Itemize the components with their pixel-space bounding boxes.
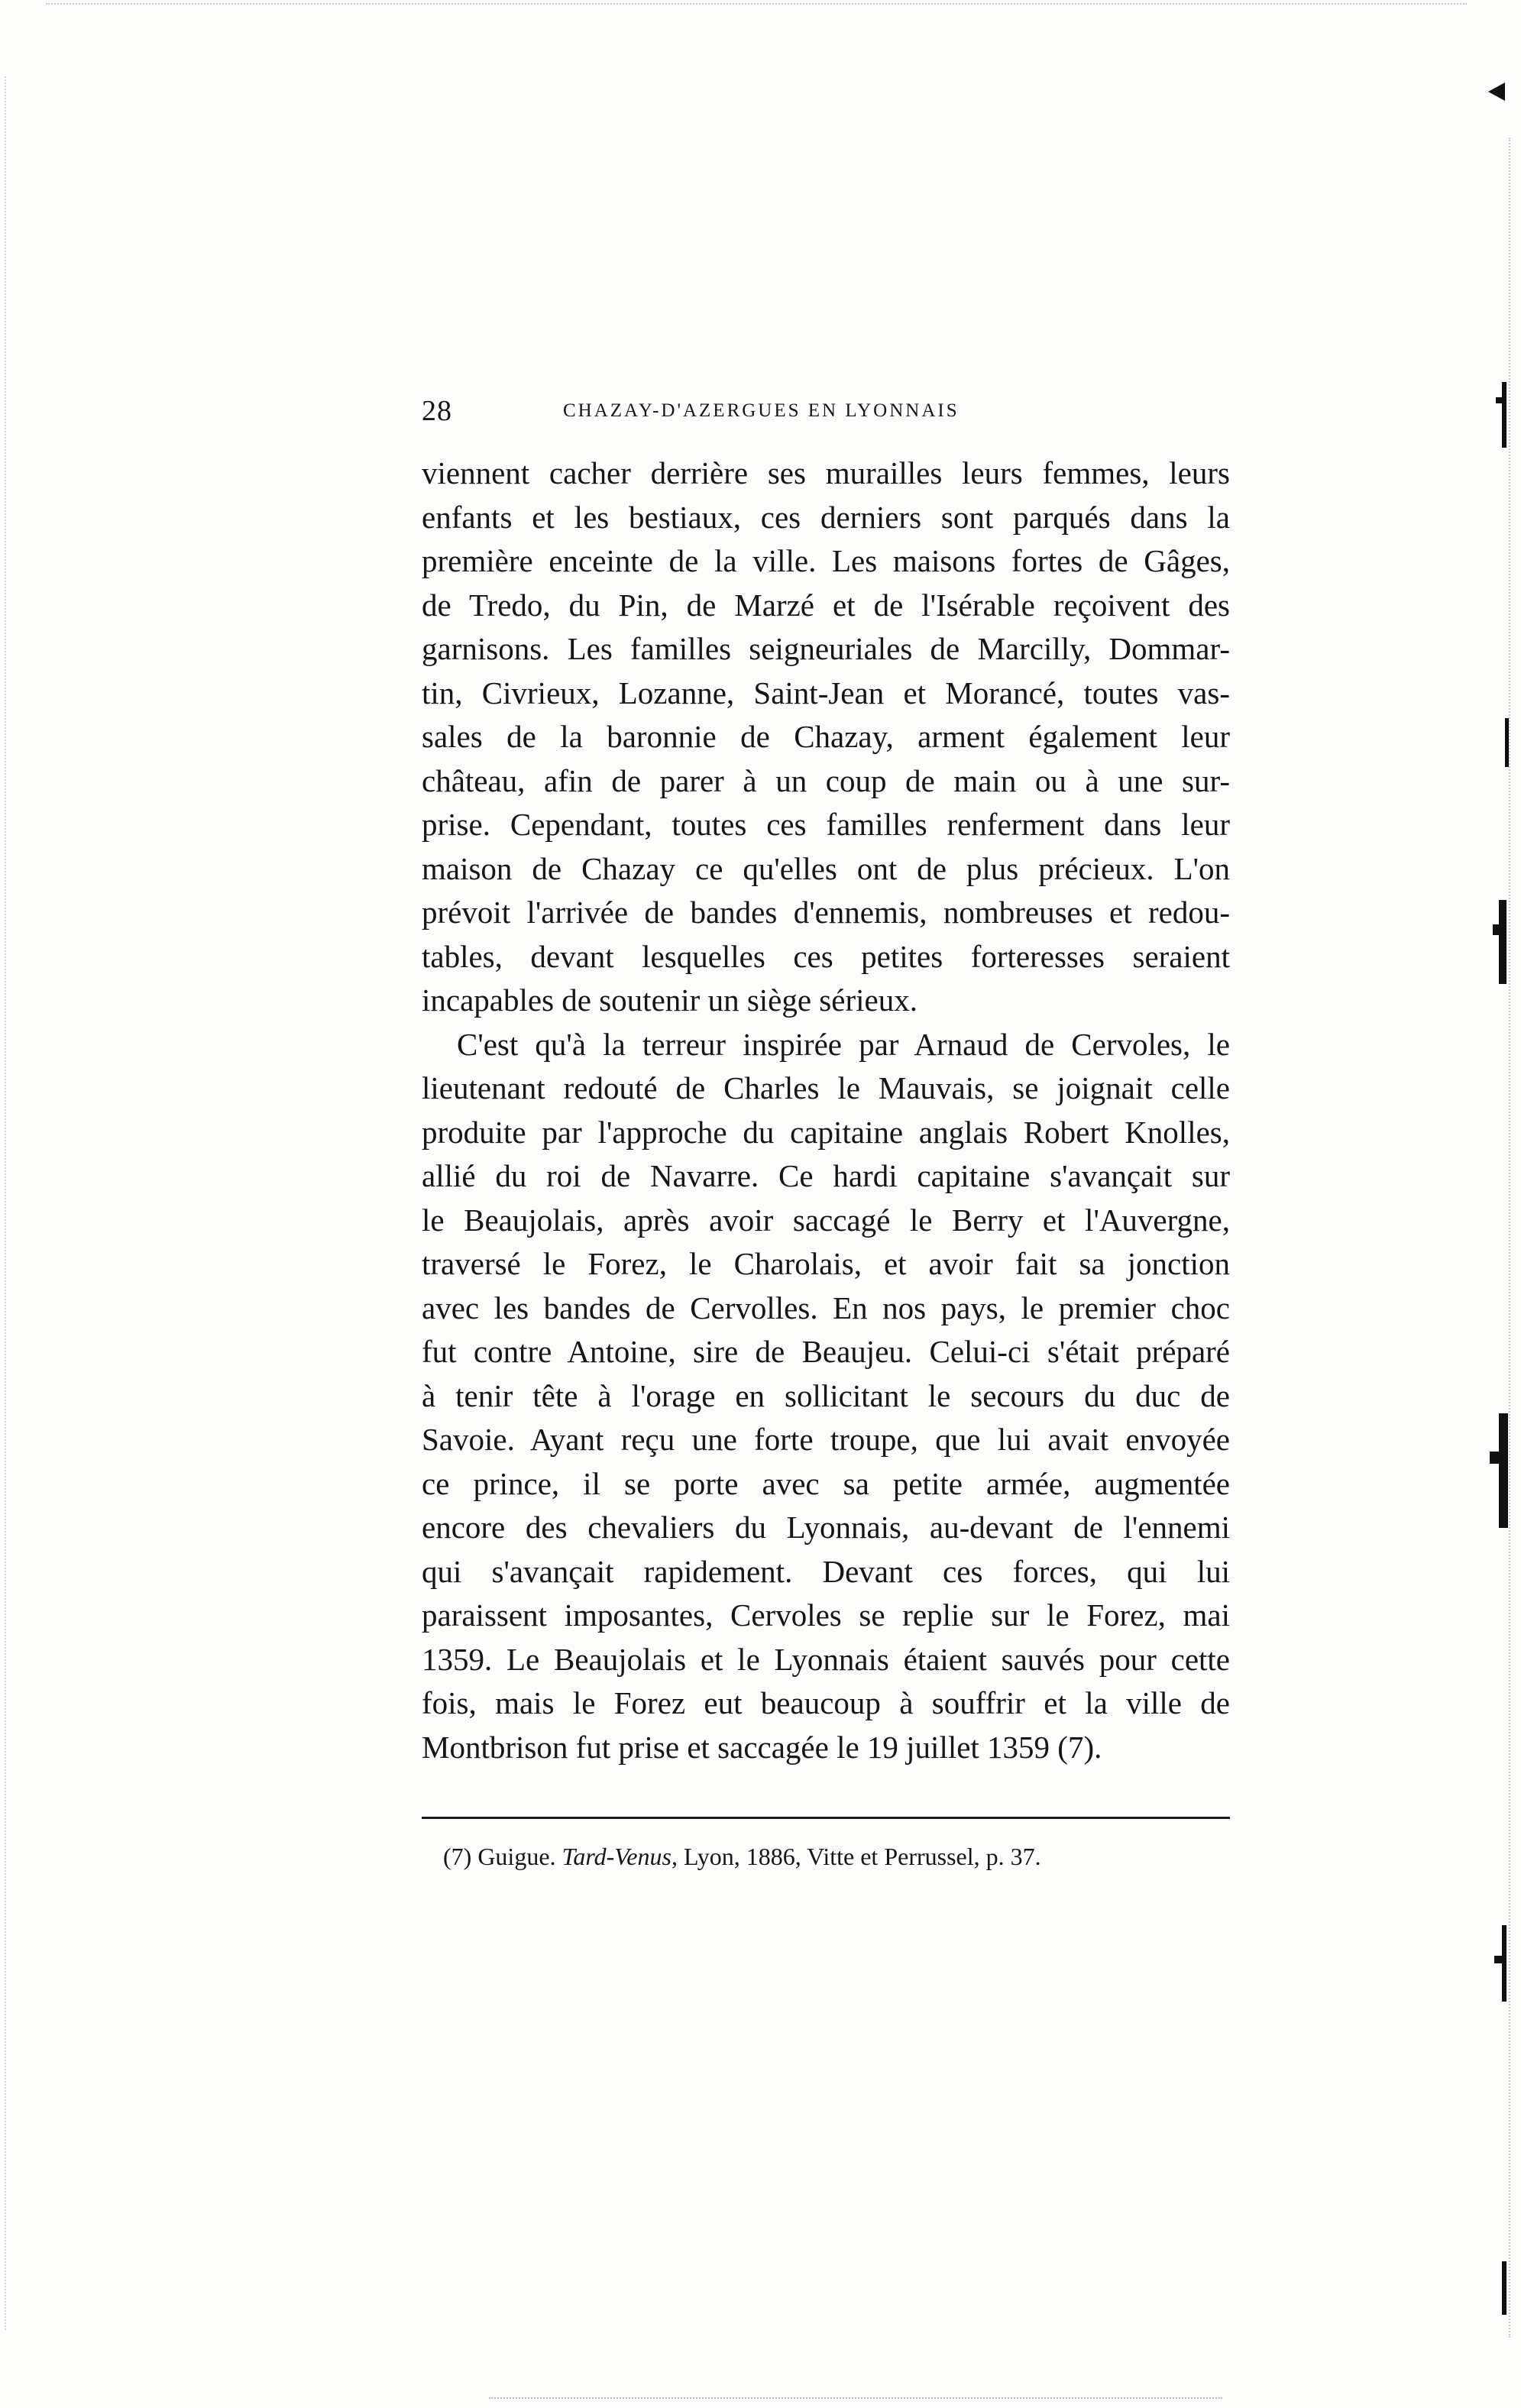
scan-mark: [1496, 397, 1503, 403]
text-line: Savoie. Ayant reçu une forte troupe, que lui avait envoyée: [422, 1422, 1230, 1457]
text-line: allié du roi de Navarre. Ce hardi capitaine s'avançait sur: [422, 1158, 1230, 1193]
text-line: tables, devant lesquelles ces petites forteresses seraient: [422, 938, 1230, 974]
text-line: 1359. Le Beaujolais et le Lyonnais étaient sauvés pour cette: [422, 1641, 1230, 1677]
page-number: 28: [422, 395, 452, 427]
text-line: traversé le Forez, le Charolais, et avoir fait sa jonction: [422, 1246, 1230, 1281]
text-line: fois, mais le Forez eut beaucoup à souffrir et la ville de: [422, 1685, 1230, 1720]
scan-mark: [1502, 1925, 1506, 2002]
scan-mark: [1502, 382, 1506, 448]
footnote-divider: [422, 1817, 1230, 1819]
footnote-work-title: Tard-Venus,: [561, 1843, 678, 1870]
text-line: Montbrison fut prise et saccagée le 19 juillet 1359 (7).: [422, 1729, 1102, 1765]
scan-edge-left: [5, 76, 6, 2330]
scan-mark: [1490, 1452, 1500, 1464]
scan-mark-arrow: [1488, 83, 1505, 101]
running-title: CHAZAY-D'AZERGUES EN LYONNAIS: [563, 400, 960, 421]
text-line: ce prince, il se porte avec sa petite armée, augmentée: [422, 1465, 1230, 1501]
scan-mark: [1499, 1413, 1508, 1528]
text-line: paraissent imposantes, Cervoles se replie sur le Forez, mai: [422, 1597, 1230, 1633]
footnote-details: Lyon, 1886, Vitte et Perrussel, p. 37.: [683, 1843, 1041, 1870]
text-line: incapables de soutenir un siège sérieux.: [422, 982, 917, 1018]
text-line: avec les bandes de Cervolles. En nos pays, le premier choc: [422, 1290, 1230, 1325]
footnote-marker: (7) Guigue.: [443, 1843, 556, 1870]
scan-edge-top: [46, 3, 1467, 5]
text-line: sales de la baronnie de Chazay, arment également leur: [422, 719, 1230, 754]
scan-mark: [1494, 1956, 1503, 1963]
text-line: à tenir tête à l'orage en sollicitant le secours du duc de: [422, 1377, 1230, 1413]
text-line: lieutenant redouté de Charles le Mauvais, se joignait celle: [422, 1070, 1230, 1105]
text-line: prévoit l'arrivée de bandes d'ennemis, nombreuses et redou-: [422, 895, 1230, 930]
scan-mark: [1505, 718, 1509, 767]
text-line: enfants et les bestiaux, ces derniers sont parqués dans la: [422, 499, 1230, 535]
text-line: garnisons. Les familles seigneuriales de Marcilly, Dommar-: [422, 631, 1230, 666]
body-text: [422, 452, 1230, 1769]
text-line: C'est qu'à la terreur inspirée par Arnaud de Cervoles, le: [457, 1026, 1230, 1062]
text-line: château, afin de parer à un coup de main ou à une sur-: [422, 762, 1230, 798]
text-line: de Tredo, du Pin, de Marzé et de l'Isérable reçoivent des: [422, 587, 1230, 623]
text-line: fut contre Antoine, sire de Beaujeu. Celui-ci s'était préparé: [422, 1334, 1230, 1369]
scan-mark: [1493, 924, 1502, 935]
text-line: tin, Civrieux, Lozanne, Saint-Jean et Morancé, toutes vas-: [422, 675, 1230, 710]
text-line: première enceinte de la ville. Les maisons fortes de Gâges,: [422, 543, 1230, 578]
scan-mark: [1502, 2261, 1506, 2315]
scan-edge-right: [1509, 138, 1510, 2338]
running-head: [422, 388, 1230, 434]
scan-edge-bottom: [489, 2397, 1222, 2399]
text-line: viennent cacher derrière ses murailles leurs femmes, leurs: [422, 455, 1230, 490]
text-line: prise. Cependant, toutes ces familles renferment dans leur: [422, 807, 1230, 842]
text-line: maison de Chazay ce qu'elles ont de plus précieux. L'on: [422, 850, 1230, 886]
text-line: produite par l'approche du capitaine anglais Robert Knolles,: [422, 1114, 1230, 1150]
footnote: [443, 1834, 1238, 1879]
scan-mark: [1499, 900, 1506, 984]
text-line: le Beaujolais, après avoir saccagé le Berry et l'Auvergne,: [422, 1202, 1230, 1238]
text-line: encore des chevaliers du Lyonnais, au-devant de l'ennemi: [422, 1510, 1230, 1545]
text-line: qui s'avançait rapidement. Devant ces forces, qui lui: [422, 1553, 1230, 1589]
